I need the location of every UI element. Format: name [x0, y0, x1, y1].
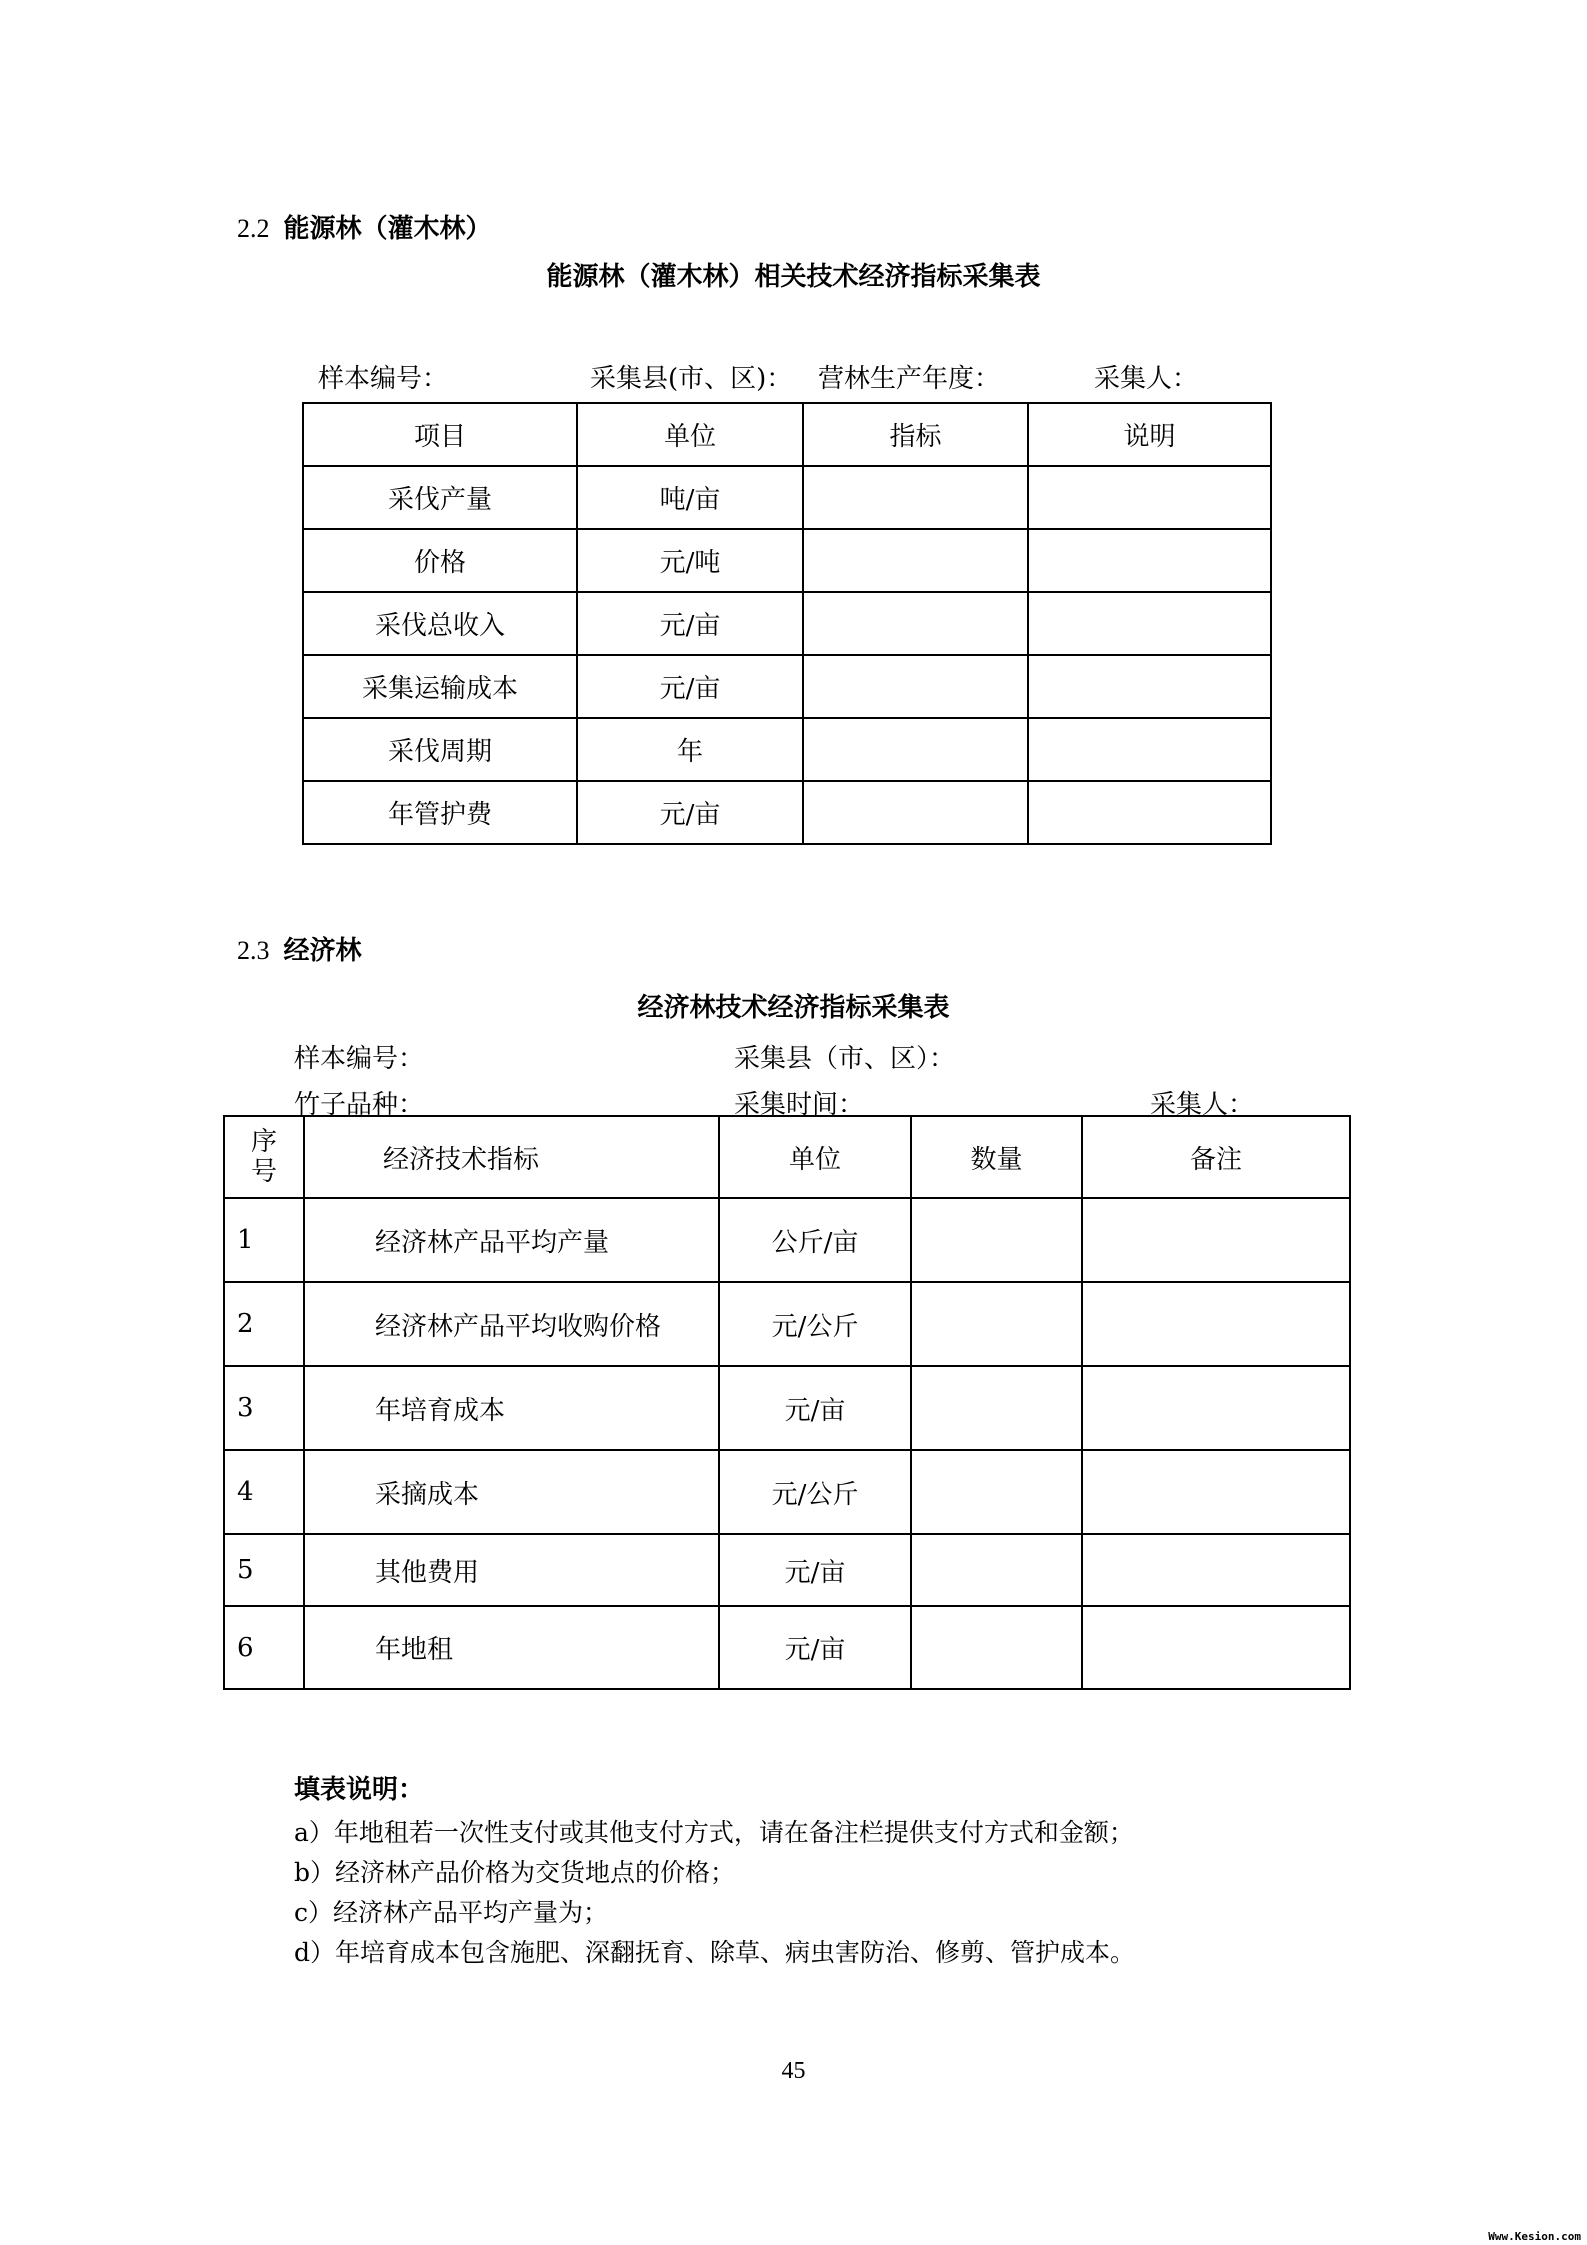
- energy-forest-table: [302, 402, 1272, 845]
- notes-title: 填表说明：: [294, 1775, 425, 1805]
- quantity-cell[interactable]: [911, 1534, 1082, 1606]
- row-number: 5: [224, 1534, 304, 1606]
- row-number: 6: [224, 1606, 304, 1689]
- table-header-row: [303, 403, 1271, 466]
- header-quantity: 数量: [911, 1116, 1082, 1198]
- table-header-row: [224, 1116, 1350, 1198]
- description-cell[interactable]: [1028, 592, 1271, 655]
- indicator-cell[interactable]: [803, 529, 1028, 592]
- row-item: 采伐产量: [303, 466, 577, 529]
- quantity-cell[interactable]: [911, 1606, 1082, 1689]
- quantity-cell[interactable]: [911, 1282, 1082, 1366]
- description-cell[interactable]: [1028, 466, 1271, 529]
- table-row: [303, 592, 1271, 655]
- table-row: [224, 1606, 1350, 1689]
- quantity-cell[interactable]: [911, 1198, 1082, 1282]
- table-row: [303, 781, 1271, 844]
- note-item: d）年培育成本包含施肥、深翻抚育、除草、病虫害防治、修剪、管护成本。: [294, 1938, 1136, 1967]
- table-row: [303, 466, 1271, 529]
- header-serial-number: 序号: [224, 1116, 304, 1198]
- page-number: 45: [781, 2058, 806, 2084]
- remarks-cell[interactable]: [1082, 1606, 1350, 1689]
- row-item: 经济林产品平均收购价格: [304, 1282, 719, 1366]
- remarks-cell[interactable]: [1082, 1366, 1350, 1450]
- meta-county: 采集县(市、区)：: [590, 364, 793, 394]
- table-row: [224, 1366, 1350, 1450]
- row-unit: 吨/亩: [577, 466, 803, 529]
- meta-bamboo-variety: 竹子品种：: [294, 1090, 425, 1120]
- row-item: 其他费用: [304, 1534, 719, 1606]
- meta-collection-time: 采集时间：: [734, 1090, 865, 1120]
- meta-production-year: 营林生产年度：: [818, 364, 1001, 394]
- table-row: [303, 529, 1271, 592]
- table2-title: 经济林技术经济指标采集表: [637, 993, 950, 1023]
- watermark: Www.Kesion.com: [1488, 2230, 1581, 2243]
- meta-sample-number: 样本编号：: [294, 1044, 425, 1074]
- row-number: 2: [224, 1282, 304, 1366]
- remarks-cell[interactable]: [1082, 1198, 1350, 1282]
- row-unit: 元/亩: [577, 592, 803, 655]
- description-cell[interactable]: [1028, 781, 1271, 844]
- header-indicator: 指标: [803, 403, 1028, 466]
- header-unit: 单位: [719, 1116, 911, 1198]
- remarks-cell[interactable]: [1082, 1534, 1350, 1606]
- row-unit: 元/亩: [719, 1534, 911, 1606]
- table1-title: 能源林（灌木林）相关技术经济指标采集表: [546, 262, 1041, 292]
- indicator-cell[interactable]: [803, 781, 1028, 844]
- description-cell[interactable]: [1028, 529, 1271, 592]
- description-cell[interactable]: [1028, 655, 1271, 718]
- row-item: 经济林产品平均产量: [304, 1198, 719, 1282]
- meta-sample-number: 样本编号：: [318, 364, 449, 394]
- row-unit: 元/吨: [577, 529, 803, 592]
- header-description: 说明: [1028, 403, 1271, 466]
- row-unit: 元/亩: [577, 781, 803, 844]
- section-heading-2-3: 2.3 经济林: [237, 936, 362, 966]
- header-unit: 单位: [577, 403, 803, 466]
- row-item: 采摘成本: [304, 1450, 719, 1534]
- remarks-cell[interactable]: [1082, 1282, 1350, 1366]
- description-cell[interactable]: [1028, 718, 1271, 781]
- header-remarks: 备注: [1082, 1116, 1350, 1198]
- section-heading-2-2: 2.2 能源林（灌木林）: [237, 214, 492, 244]
- row-item: 年地租: [304, 1606, 719, 1689]
- header-indicator: 经济技术指标: [304, 1116, 719, 1198]
- row-unit: 元/亩: [719, 1366, 911, 1450]
- meta-county: 采集县（市、区）：: [734, 1044, 956, 1074]
- table-row: [224, 1534, 1350, 1606]
- indicator-cell[interactable]: [803, 655, 1028, 718]
- row-item: 年培育成本: [304, 1366, 719, 1450]
- row-item: 年管护费: [303, 781, 577, 844]
- row-number: 1: [224, 1198, 304, 1282]
- note-item: c）经济林产品平均产量为；: [294, 1898, 609, 1927]
- note-item: b）经济林产品价格为交货地点的价格；: [294, 1858, 736, 1887]
- quantity-cell[interactable]: [911, 1366, 1082, 1450]
- row-unit: 元/公斤: [719, 1450, 911, 1534]
- indicator-cell[interactable]: [803, 718, 1028, 781]
- table-row: [224, 1450, 1350, 1534]
- table-row: [303, 718, 1271, 781]
- row-unit: 元/亩: [577, 655, 803, 718]
- header-item: 项目: [303, 403, 577, 466]
- indicator-cell[interactable]: [803, 466, 1028, 529]
- row-item: 价格: [303, 529, 577, 592]
- row-unit: 元/亩: [719, 1606, 911, 1689]
- row-unit: 公斤/亩: [719, 1198, 911, 1282]
- row-item: 采集运输成本: [303, 655, 577, 718]
- meta-collector: 采集人：: [1150, 1090, 1255, 1120]
- quantity-cell[interactable]: [911, 1450, 1082, 1534]
- row-unit: 年: [577, 718, 803, 781]
- indicator-cell[interactable]: [803, 592, 1028, 655]
- row-item: 采伐总收入: [303, 592, 577, 655]
- table-row: [224, 1198, 1350, 1282]
- table-row: [224, 1282, 1350, 1366]
- meta-collector: 采集人：: [1094, 364, 1199, 394]
- economic-forest-table: [223, 1115, 1351, 1690]
- row-number: 4: [224, 1450, 304, 1534]
- row-number: 3: [224, 1366, 304, 1450]
- row-item: 采伐周期: [303, 718, 577, 781]
- remarks-cell[interactable]: [1082, 1450, 1350, 1534]
- note-item: a）年地租若一次性支付或其他支付方式，请在备注栏提供支付方式和金额；: [294, 1818, 1134, 1847]
- table-row: [303, 655, 1271, 718]
- row-unit: 元/公斤: [719, 1282, 911, 1366]
